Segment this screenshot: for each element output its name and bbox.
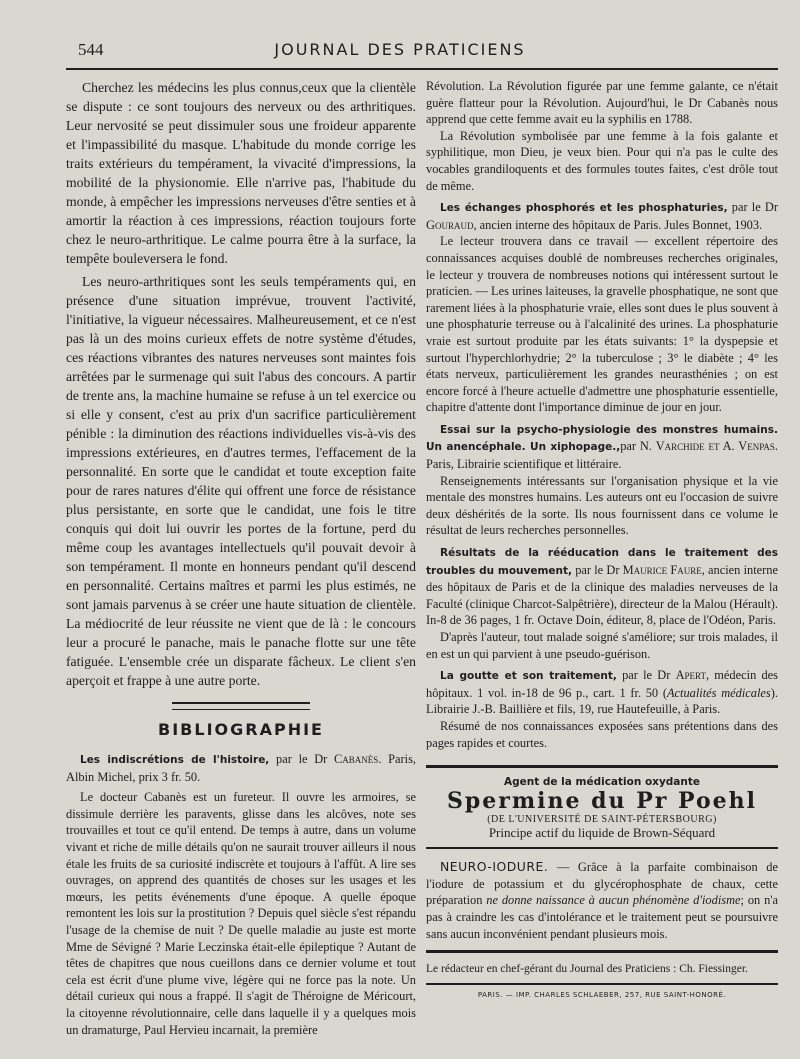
entry-author: Maurice Faure [622, 562, 702, 577]
ad-university: (DE L'UNIVERSITÉ DE SAINT-PÉTERSBOURG) [487, 814, 717, 826]
entry-faure-review: D'après l'auteur, tout malade soigné s'améliore; sur trois malades, il en est un qui parvient à une pseudo-guérison. [426, 630, 778, 661]
entry-title: Les échanges phosphorés et les phosphaturies, [440, 202, 728, 215]
entry-monstres-citation [426, 421, 778, 473]
continued-paragraph-1: Révolution. La Révolution figurée par une femme galante, ce n'était guère flatteur pour la Révolution. Aujourd'hui, le Dr Cabanès nous apprend que cette femme avait eu la syphilis en 1788. [426, 79, 778, 127]
neuro-text-a: — Grâce à la parfaite combinaison de l'iodure de potassium et du glycérophosphate de chaux, cette préparation [426, 860, 778, 908]
neuro-iodure-text [426, 859, 778, 942]
entry-title: Résultats de la rééducation dans le traitement des troubles du mouvement, [426, 547, 778, 577]
neuro-text-b: ; on n'a pas à craindre les cas d'intolérance et le traitement peut se poursuivre sans aucun inconvénient pendant plusieurs mois. [426, 893, 778, 941]
editor-line: Le rédacteur en chef-gérant du Journal des Praticiens : Ch. Fiessinger. [426, 963, 778, 985]
continued-paragraph-2: La Révolution symbolisée par une femme à la fois galante et syphilitique, mon Dieu, je veux bien. Pour qui n'a pas le culte des vocables grandiloquents et des formules toutes faites, c'est drôle tout de même. [426, 128, 778, 193]
page-number: 544 [78, 40, 104, 59]
essay-paragraph-1: Cherchez les médecins les plus connus,ceux que la clientèle se dispute : ce sont toujours des nerveux ou des arthritiques. Leur nervosité se peut dissimuler sous une froideur apparente et l'impassibilité du masque. L'habitude du monde corrige les traits extérieurs du tempérament, la vivacité d'impressions, la mobilité de la physionomie. Elle n'arrive pas, l'habitude du monde, à empêcher les impressions nerveuses d'être senties et à amortir la réaction à ces impressions, réaction toujours forte chez le neuro-arthritique. Le calme pourra être à la surface, la tempête bouleversera le fond. [66, 80, 416, 266]
entry-title: Essai sur la psycho-physiologie des monstres humains. Un anencéphale. Un xiphopage., [426, 423, 778, 454]
entry-cabanes-review: Le docteur Cabanès est un fureteur. Il ouvre les armoires, se dissimule derrière les paravents, glisse dans les alcôves, note ses trouvailles et tout ce qu'il entend. De temps à autre, dans un volume vivant et riche de mille détails qu'on ne saurait trouver ailleurs il nous étale les fruits de sa curiosité indiscrète et toujours à l'affût. A lire ses ouvrages, on apprend des quantités de choses sur les usages et les mœurs, les petits événements d'une époque. A quelle époque remontent les lois sur la prostitution ? Depuis quel siècle s'est répandu l'usage de la chemise de nuit ? De quelle maladie au juste est morte Mme de Sévigné ? Marie Leczinska était-elle épileptique ? Autant de têtes de chapitres que nous cueillons dans ce dernier volume et tout cela est écrit d'une plume vive, légère qui ne force pas la note. Un détail curieux qui nous a frappé. Il s'agit de Théroigne de Méricourt, la citoyenne révolutionnaire, celle dans laquelle il y a quelques mois un dramaturge, Paul Hervieu incarnait, la première [66, 790, 416, 1037]
entry-apert-review: Résumé de nos connaissances exposées sans prétentions dans des pages rapides et courtes. [426, 718, 778, 750]
entry-author: Apert [675, 668, 706, 683]
bibliography-entries-left [66, 751, 416, 1038]
essay-text [66, 78, 416, 690]
entry-publisher: . Paris, Albin Michel, prix 3 fr. 50. [66, 752, 417, 784]
biblio-divider [172, 702, 310, 710]
ad-product-name: Spermine du Pr Poehl [447, 788, 757, 815]
entry-publisher-b: ). Librairie J.-B. Baillière et fils, 19, rue Hautefeuille, à Paris. [426, 685, 778, 717]
entry-by: par le Dr [727, 200, 778, 215]
essay-paragraph-2: Les neuro-arthritiques sont les seuls tempéraments qui, en présence d'une situation imprévue, trouvent l'activité, l'initiative, la vigueur nécessaires. Malheureusement, et ce n'est pas là un des moins curieux effets de notre système d'études, ces réactions vibrantes des natures nerveuses sont maintes fois arrêtées par le surmenage qui suit l'abus des concours. A partir de trente ans, la machine humaine se refuse à un tel exercice ou si elle y consent, c'est au prix d'un sacrifice particulièrement pénible : la diminution des réactions individuelles vis-à-vis des impressions extérieures, en d'autres termes, l'effacement de la personnalité. En sorte que le candidat et toute exception faite pour de rares natures d'élite qui offrent une force de résistance plus persistante, en sorte que le candidat, une fois le titre conquis qui doit lui ouvrir les portes de la fortune, perd du même coup les avantages intellectuels qu'il pouvait devoir à son tempérament. Il monte en honneurs pendant qu'il descend en personnalité. Certains maîtres et parmi les plus estimés, ne sont jamais parvenus à se créer une haute situation de clientèle. La médiocrité de leur réussite ne vient que de là : le concours leur a procuré le panache, mais le panache flotte sur une tête fatiguée. L'ensemble crée un disparate fâcheux. Le client s'en aperçoit et frappe à une autre porte. [66, 274, 416, 688]
entry-publisher: , ancien interne des hôpitaux de Paris et de la clinique des maladies nerveuses de la Faculté (clinique Charcot-Salpêtrière), directeur de la Malou (Hérault). In-8 de 36 pages, 1 fr. Octave Doin, éditeur, 8, place de l'Odéon, Paris. [426, 562, 778, 628]
entry-gouraud-citation [426, 199, 778, 233]
ad-principle: Principe actif du liquide de Brown-Séquard [488, 825, 716, 841]
entry-author: Gouraud [426, 217, 474, 232]
entry-by: par le Dr [572, 562, 623, 577]
page-header [0, 38, 800, 64]
entry-author: Varchide et A. Venpas [655, 439, 775, 454]
entry-monstres-review: Renseignements intéressants sur l'organisation physique et la vie mentale des monstres humains. Les auteurs ont eu l'occasion de suivre deux déshérités de la sorte. Ils nous fournissent dans ce volume le résultat de leurs recherches personnelles. [426, 473, 778, 538]
entry-gouraud-review: Le lecteur trouvera dans ce travail — excellent répertoire des connaissances acquises doublé de nombreuses recherches originales, le lecteur y trouvera de nombreuses notions qui intéressent surtout le praticien. — Les urines laiteuses, la gravelle phosphatique, ne sont que rarement liées à la phosphaturie vraie, elles sont dues le plus souvent à une phosphaturie terreuse ou à l'alcalinité des urines. La phosphaturie vraie est surtout produite par les états suivants: 1° la dyspepsie et surtout l'hyperchlorhydrie; 2° la tuberculose ; 3° le diabète ; 4° les états nerveux, particulièrement les grandes neurasthénies ; on est encore forcé à l'heure actuelle d'admettre une phosphaturie essentielle, chapitre d'attente dont l'importance diminue de jour en jour. [426, 234, 778, 415]
header-rule [66, 68, 778, 70]
entry-title: La goutte et son traitement, [440, 670, 617, 683]
entry-publisher: , ancien interne des hôpitaux de Paris. Jules Bonnet, 1903. [473, 217, 763, 232]
entry-author: Cabanès [334, 752, 379, 766]
entry-faure-citation [426, 544, 778, 629]
entry-by: par le Dr [616, 668, 676, 683]
entry-cabanes-citation [66, 751, 416, 785]
entry-apert-citation [426, 667, 778, 718]
spermine-advertisement [426, 765, 778, 849]
ad-agent-line: Agent de la médication oxydante [503, 776, 701, 789]
neuro-iodure-heading: NEURO-IODURE. [440, 859, 549, 875]
entry-publisher: . Paris, Librairie scientifique et littéraire. [426, 439, 778, 472]
neuro-text-italic: ne donne naissance à aucun phénomène d'iodisme [486, 893, 741, 908]
journal-title: JOURNAL DES PRATICIENS [274, 40, 526, 59]
entry-by: par le Dr [269, 752, 335, 766]
bibliography-heading: BIBLIOGRAPHIE [158, 720, 324, 739]
entry-publisher-a: , médecin des hôpitaux. 1 vol. in-18 de 96 p., cart. 1 fr. 50 ( [426, 668, 778, 700]
printer-imprint: PARIS. — IMP. CHARLES SCHLAEBER, 257, RUE SAINT-HONORÉ. [477, 991, 727, 1000]
bibliography-entries-right [426, 78, 778, 751]
right-column [426, 78, 778, 999]
entry-title: Les indiscrétions de l'histoire, [80, 754, 270, 766]
left-column [66, 78, 416, 1038]
neuro-iodure-advertisement [426, 859, 778, 953]
entry-by: par N. [620, 439, 656, 454]
entry-collection: Actualités médicales [666, 685, 771, 700]
